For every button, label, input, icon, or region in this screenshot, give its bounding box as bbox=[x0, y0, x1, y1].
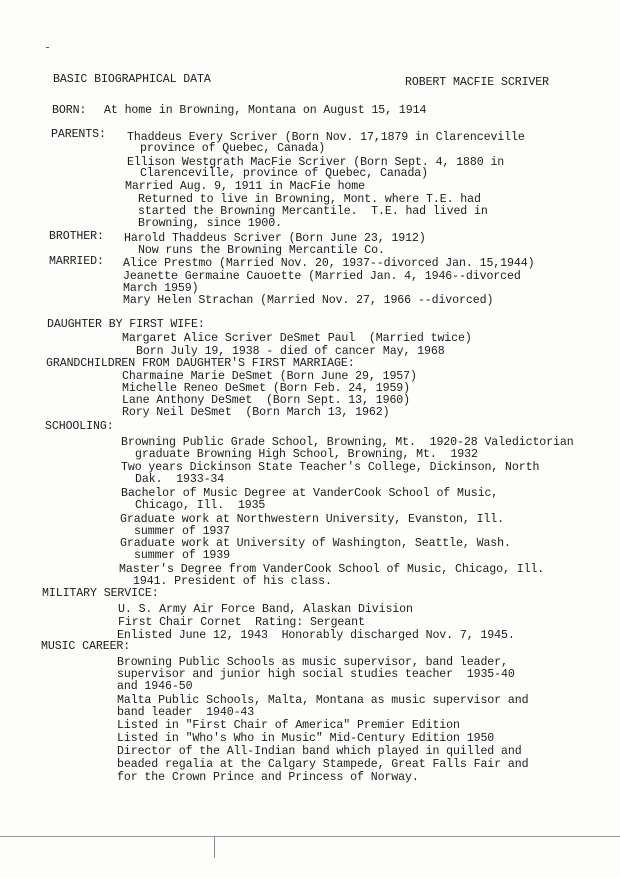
military-line: U. S. Army Air Force Band, Alaskan Division bbox=[118, 603, 413, 616]
paper-speck bbox=[46, 47, 49, 48]
married-line: Jeanette Germaine Cauoette (Married Jan. 4, 1946--divorced bbox=[123, 270, 521, 283]
parents-line: Ellison Westgrath MacFie Scriver (Born Sept. 4, 1880 in bbox=[127, 156, 505, 169]
schooling-line: Browning Public Grade School, Browning, Mt. 1920-28 Valedictorian bbox=[121, 436, 574, 449]
music-line: Listed in "Who's Who in Music" Mid-Century Edition 1950 bbox=[117, 732, 495, 745]
daughter-label: DAUGHTER BY FIRST WIFE: bbox=[47, 318, 205, 331]
page-fold-line bbox=[0, 836, 620, 837]
married-line: Alice Prestmo (Married Nov. 20, 1937--divorced Jan. 15,1944) bbox=[123, 257, 535, 270]
married-line: March 1959) bbox=[123, 282, 199, 295]
brother-label: BROTHER: bbox=[49, 230, 104, 243]
schooling-line: Dak. 1933-34 bbox=[135, 473, 225, 486]
married-label: MARRIED: bbox=[49, 255, 104, 268]
grandchildren-line: Charmaine Marie DeSmet (Born June 29, 1957) bbox=[122, 370, 417, 383]
music-line: supervisor and junior high social studies teacher 1935-40 bbox=[117, 668, 515, 681]
music-line: for the Crown Prince and Princess of Norway. bbox=[117, 771, 419, 784]
grandchildren-label: GRANDCHILDREN FROM DAUGHTER'S FIRST MARRIAGE: bbox=[46, 357, 355, 370]
grandchildren-line: Rory Neil DeSmet (Born March 13, 1962) bbox=[122, 406, 390, 419]
military-label: MILITARY SERVICE: bbox=[42, 587, 159, 600]
brother-line: Now runs the Browning Mercantile Co. bbox=[138, 244, 385, 257]
header-title: BASIC BIOGRAPHICAL DATA bbox=[53, 73, 211, 86]
military-line: First Chair Cornet Rating: Sergeant bbox=[118, 616, 365, 629]
parents-label: PARENTS: bbox=[51, 128, 106, 141]
schooling-label: SCHOOLING: bbox=[45, 420, 114, 433]
schooling-line: summer of 1939 bbox=[134, 549, 231, 562]
daughter-line: Margaret Alice Scriver DeSmet Paul (Married twice) bbox=[122, 332, 472, 345]
music-line: Malta Public Schools, Malta, Montana as music supervisor and bbox=[117, 694, 529, 707]
brother-line: Harold Thaddeus Scriver (Born June 23, 1912) bbox=[124, 232, 426, 245]
parents-line: Thaddeus Every Scriver (Born Nov. 17,1879 in Clarenceville bbox=[127, 131, 525, 144]
born-label: BORN: bbox=[52, 104, 87, 117]
parents-line: Returned to live in Browning, Mont. where T.E. had bbox=[138, 193, 481, 206]
parents-line: Browning, since 1900. bbox=[138, 217, 283, 230]
schooling-line: graduate Browning High School, Browning, Mt. 1932 bbox=[135, 448, 478, 461]
schooling-line: Two years Dickinson State Teacher's College, Dickinson, North bbox=[121, 461, 540, 474]
schooling-line: Graduate work at University of Washington, Seattle, Wash. bbox=[120, 537, 511, 550]
music-line: Listed in "First Chair of America" Premier Edition bbox=[117, 719, 460, 732]
schooling-line: Chicago, Ill. 1935 bbox=[135, 499, 266, 512]
schooling-line: Graduate work at Northwestern University, Evanston, Ill. bbox=[120, 513, 505, 526]
parents-line: Married Aug. 9, 1911 in MacFie home bbox=[125, 180, 366, 193]
music-line: Director of the All-Indian band which played in quilled and bbox=[117, 745, 522, 758]
grandchildren-line: Lane Anthony DeSmet (Born Sept. 13, 1960) bbox=[122, 394, 411, 407]
parents-line: Clarenceville, province of Quebec, Canada) bbox=[140, 167, 429, 180]
parents-line: province of Quebec, Canada) bbox=[140, 142, 326, 155]
schooling-line: Master's Degree from VanderCook School of Music, Chicago, Ill. bbox=[119, 563, 545, 576]
music-label: MUSIC CAREER: bbox=[41, 640, 131, 653]
music-line: beaded regalia at the Calgary Stampede, Great Falls Fair and bbox=[117, 758, 529, 771]
music-line: and 1946-50 bbox=[117, 680, 193, 693]
schooling-line: summer of 1937 bbox=[134, 525, 231, 538]
music-line: Browning Public Schools as music supervisor, band leader, bbox=[117, 656, 508, 669]
page-fold-tick bbox=[214, 836, 215, 858]
schooling-line: Bachelor of Music Degree at VanderCook School of Music, bbox=[121, 487, 499, 500]
music-line: band leader 1940-43 bbox=[117, 706, 255, 719]
daughter-line: Born July 19, 1938 - died of cancer May, 1968 bbox=[136, 345, 445, 358]
header-name: ROBERT MACFIE SCRIVER bbox=[405, 76, 550, 89]
born-text: At home in Browning, Montana on August 15, 1914 bbox=[104, 104, 427, 117]
schooling-line: 1941. President of his class. bbox=[133, 575, 332, 588]
military-line: Enlisted June 12, 1943 Honorably discharged Nov. 7, 1945. bbox=[117, 629, 515, 642]
parents-line: started the Browning Mercantile. T.E. had lived in bbox=[138, 205, 488, 218]
married-line: Mary Helen Strachan (Married Nov. 27, 1966 --divorced) bbox=[123, 294, 494, 307]
grandchildren-line: Michelle Reneo DeSmet (Born Feb. 24, 1959) bbox=[122, 382, 411, 395]
